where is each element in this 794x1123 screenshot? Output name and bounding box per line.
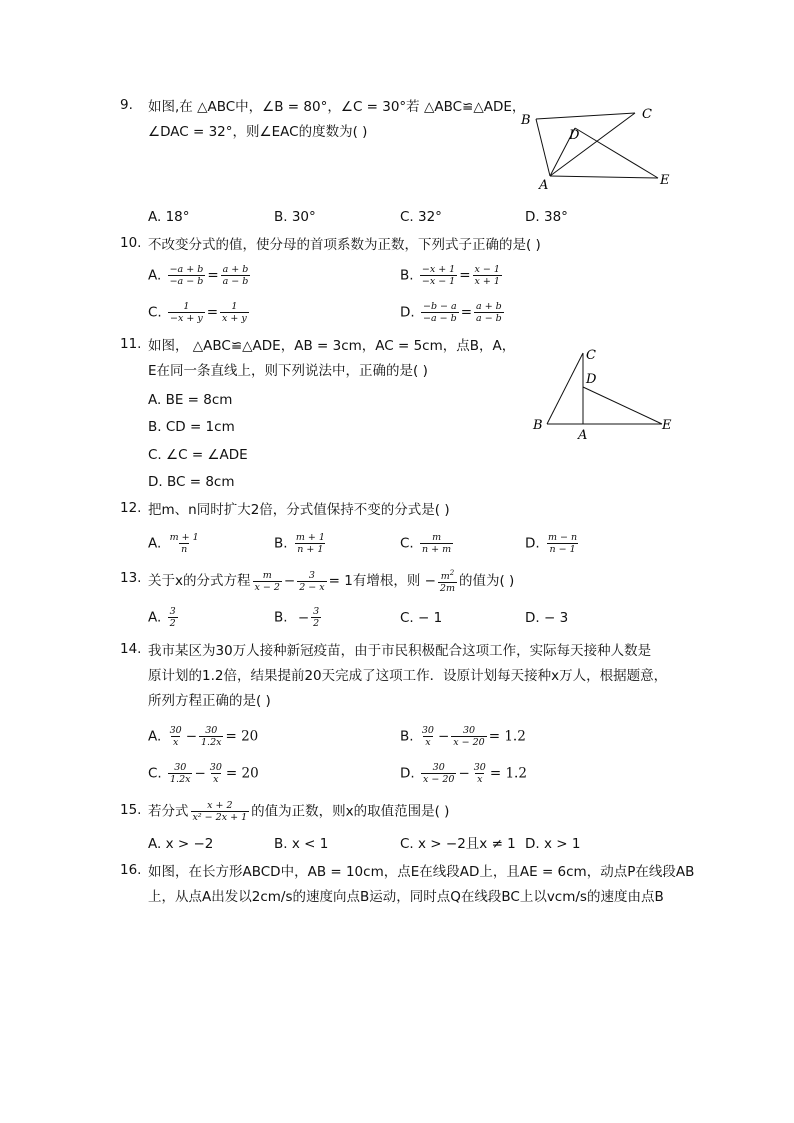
question-number: 14.	[120, 641, 142, 657]
option-b[interactable]: B. $\frac{30}{x}$ − $\frac{30}{x - 20}$ = 1.2	[400, 725, 526, 748]
option-c[interactable]	[400, 532, 455, 555]
option-label: A.	[148, 609, 162, 626]
fraction: $\frac{a + b}{a - b}$	[476, 301, 502, 324]
question-stem-line2: 原计划的1.2倍，结果提前20天完成了这项工作．设原计划每天接种x万人，根据题意，	[148, 668, 668, 684]
question-stem-line1: 若分式 $\frac{x + 2}{\text{x² − 2x + 1}}$ 的值为正数，则x的取值范围是( )	[148, 800, 450, 823]
question-stem-line1: 我市某区为30万人接种新冠疫苗，由于市民积极配合这项工作，实际每天接种人数是	[148, 643, 652, 659]
point-label-d: D	[569, 128, 580, 143]
question-stem-line1: 如图，在长方形ABCD中，AB = 10cm，点E在线段AD上，且AE = 6cm，动点P在线段AB	[148, 864, 695, 880]
segment-de	[575, 128, 658, 178]
fraction: $\frac{-b - a}{-a - b}$	[422, 301, 457, 324]
fraction: $\frac{30}{x}$	[421, 725, 434, 748]
fraction: $\frac{30}{x - 20}$	[453, 725, 485, 748]
question-stem-line1: 如图,在 △ABC中，∠B = 80°，∠C = 30°若 △ABC≌△ADE，	[148, 99, 526, 115]
point-label-b: B	[533, 418, 543, 433]
fraction: $\frac{m}{n + m}$	[422, 532, 452, 555]
option-label: D.	[400, 304, 415, 321]
point-label-e: E	[662, 418, 672, 433]
option-c[interactable]: C. 32°	[400, 209, 442, 225]
option-label: D.	[400, 765, 415, 782]
option-b[interactable]: B. $\frac{-x + 1}{-x - 1}$ = $\frac{x - 1}{x + 1}$	[400, 264, 500, 287]
figure-q9	[515, 103, 675, 193]
option-b[interactable]	[274, 532, 329, 555]
point-label-d: D	[586, 372, 597, 387]
point-label-a: A	[539, 178, 549, 193]
fraction: $\frac{30}{1.2x}$	[201, 725, 222, 748]
fraction: $\frac{30}{x}$	[169, 725, 182, 748]
segment-ba	[536, 119, 550, 176]
option-label: A.	[148, 535, 162, 552]
option-d[interactable]: D. − 3	[525, 610, 569, 626]
option-d[interactable]: D. $\frac{30}{x - 20}$ − $\frac{30}{x}$ = 1.2	[400, 762, 527, 785]
question-number: 11.	[120, 336, 142, 352]
fraction: $\frac{1}{-x + y}$	[170, 301, 203, 324]
option-b[interactable]: B. x < 1	[274, 836, 329, 852]
fraction: $\frac{30}{x - 20}$	[422, 762, 455, 785]
fraction: $\frac{m + 1}{n}$	[169, 532, 199, 555]
fraction: $\frac{30}{x}$	[209, 762, 222, 785]
fraction: $\frac{3}{2}$	[313, 606, 320, 629]
option-d[interactable]: D. 38°	[525, 209, 568, 225]
fraction: $\frac{30}{1.2x}$	[170, 762, 191, 785]
option-a[interactable]: A. 18°	[148, 209, 190, 225]
option-label: B.	[274, 535, 288, 552]
option-c[interactable]: C. $\frac{1}{-x + y}$ = $\frac{1}{x + y}$	[148, 301, 247, 324]
fraction: $\frac{-x + 1}{-x - 1}$	[421, 264, 456, 287]
option-label: C.	[400, 535, 414, 552]
option-label: C.	[148, 304, 162, 321]
option-a[interactable]: A. $\frac{30}{x}$ − $\frac{30}{1.2x}$ = 20	[148, 725, 259, 748]
option-b[interactable]: B. CD = 1cm	[148, 419, 235, 435]
option-label: C.	[148, 765, 162, 782]
option-a[interactable]	[148, 606, 180, 629]
question-stem-line1: 如图， △ABC≌△ADE，AB = 3cm，AC = 5cm，点B，A，	[148, 338, 516, 354]
segment-bc	[547, 353, 583, 424]
question-stem-line2: 上，从点A出发以2cm/s的速度向点B运动，同时点Q在线段BC上以vcm/s的速度由点B	[148, 889, 664, 905]
option-a[interactable]: A. BE = 8cm	[148, 392, 233, 408]
option-d[interactable]: D. BC = 8cm	[148, 474, 235, 490]
figure-q11	[530, 343, 680, 443]
option-label: A.	[148, 267, 162, 284]
point-label-c: C	[586, 348, 596, 363]
fraction: $\frac{3}{2 - x}$	[299, 569, 325, 593]
question-stem-line1: 把m、n同时扩大2倍，分式值保持不变的分式是( )	[148, 502, 450, 518]
option-c[interactable]: C. $\frac{30}{1.2x}$ − $\frac{30}{x}$ = 20	[148, 762, 259, 785]
question-stem-line1: 关于x的分式方程 $\frac{m}{x - 2}$ − $\frac{3}{2 - x}$ = 1有增根，则 − $\frac{m^2}{2m}$ 的值为( )	[148, 569, 515, 595]
point-label-b: B	[521, 113, 531, 128]
segment-ae	[550, 176, 658, 178]
fraction: $\frac{x - 1}{x + 1}$	[474, 264, 500, 287]
fraction: $\frac{1}{x + y}$	[222, 301, 247, 324]
question-stem-line2: ∠DAC = 32°，则∠EAC的度数为( )	[148, 124, 368, 140]
fraction: $\frac{30}{x}$	[473, 762, 486, 785]
fraction: $\frac{m}{x - 2}$	[254, 569, 280, 593]
question-number: 9.	[120, 97, 133, 113]
option-label: A.	[148, 728, 162, 745]
question-number: 12.	[120, 500, 142, 516]
option-d[interactable]: D. x > 1	[525, 836, 581, 852]
question-stem-line1: 不改变分式的值，使分母的首项系数为正数，下列式子正确的是( )	[148, 237, 541, 253]
option-label: B.	[400, 267, 414, 284]
option-b[interactable]: B. − $\frac{3}{2}$	[274, 606, 320, 629]
option-d[interactable]: D. $\frac{-b - a}{-a - b}$ = $\frac{a + b}{a - b}$	[400, 301, 502, 324]
option-c[interactable]: C. x > −2且x ≠ 1	[400, 836, 516, 852]
option-a[interactable]	[148, 532, 203, 555]
question-number: 15.	[120, 802, 142, 818]
option-d[interactable]	[525, 532, 581, 555]
fraction: $\frac{3}{2}$	[169, 606, 176, 629]
point-label-e: E	[660, 173, 670, 188]
question-stem-line2: E在同一条直线上，则下列说法中，正确的是( )	[148, 363, 428, 379]
option-label: B.	[274, 609, 288, 626]
fraction: $\frac{a + b}{a - b}$	[222, 264, 249, 287]
fraction: $\frac{m^2}{2m}$	[439, 569, 455, 595]
fraction: $\frac{m + 1}{n + 1}$	[295, 532, 325, 555]
segment-ac	[550, 113, 635, 176]
option-label: B.	[400, 728, 414, 745]
fraction: $\frac{x + 2}{\text{x² − 2x + 1}}$	[192, 800, 248, 823]
point-label-a: A	[578, 428, 588, 443]
option-b[interactable]: B. 30°	[274, 209, 316, 225]
option-c[interactable]: C. ∠C = ∠ADE	[148, 447, 248, 463]
question-number: 10.	[120, 235, 142, 251]
option-a[interactable]: A. x > −2	[148, 836, 214, 852]
option-label: D.	[525, 535, 540, 552]
fraction: $\frac{m - n}{n - 1}$	[547, 532, 578, 555]
fraction: $\frac{-a + b}{-a - b}$	[169, 264, 204, 287]
question-stem-line3: 所列方程正确的是( )	[148, 693, 271, 709]
option-c[interactable]: C. − 1	[400, 610, 443, 626]
question-number: 16.	[120, 862, 142, 878]
option-a[interactable]: A. $\frac{-a + b}{-a - b}$ = $\frac{a + b}{a - b}$	[148, 264, 249, 287]
segment-de	[583, 387, 662, 424]
point-label-c: C	[642, 107, 652, 122]
question-number: 13.	[120, 570, 142, 586]
segment-bc	[536, 113, 635, 119]
